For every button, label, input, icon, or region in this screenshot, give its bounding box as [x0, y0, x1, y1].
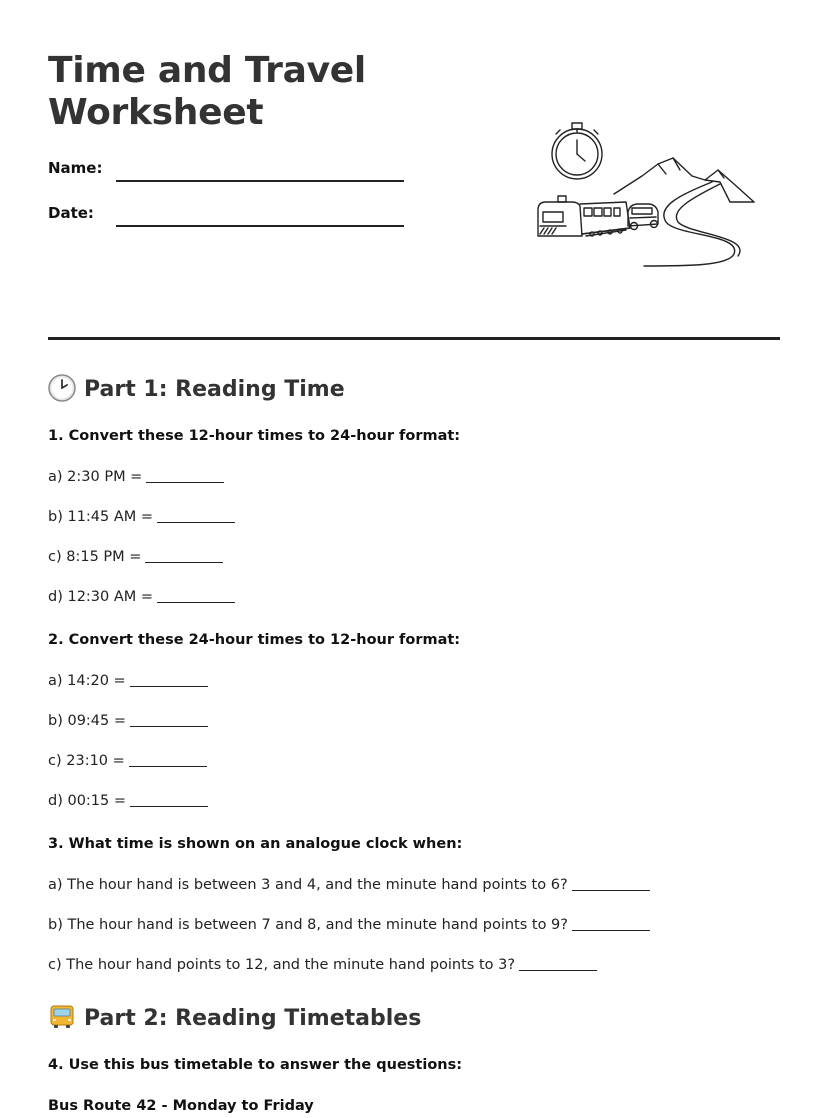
question-2d-text: d) 00:15 = [48, 793, 127, 809]
question-1d-text: d) 12:30 AM = [48, 589, 154, 605]
question-3c [48, 957, 597, 973]
question-1-prompt: 1. Convert these 12-hour times to 24-hour format: [48, 428, 461, 444]
question-2c [48, 753, 207, 769]
page-title [48, 50, 408, 134]
question-1b-text: b) 11:45 AM = [48, 509, 154, 525]
train-icon [538, 196, 630, 236]
question-3b [48, 917, 650, 933]
answer-blank-2d[interactable] [130, 806, 208, 807]
name-label: Name: [48, 159, 103, 177]
answer-blank-1b[interactable] [157, 522, 235, 523]
date-label: Date: [48, 204, 94, 222]
question-2b-text: b) 09:45 = [48, 713, 127, 729]
stopwatch-icon [552, 123, 602, 179]
part1-heading [48, 374, 345, 402]
question-1c [48, 549, 223, 565]
car-icon [628, 204, 658, 230]
name-field[interactable] [116, 180, 404, 182]
question-2a [48, 673, 208, 689]
question-4-prompt: 4. Use this bus timetable to answer the questions: [48, 1057, 463, 1073]
answer-blank-2c[interactable] [129, 766, 207, 767]
answer-blank-1d[interactable] [157, 602, 235, 603]
question-3a-text: a) The hour hand is between 3 and 4, and the minute hand points to 6? [48, 877, 568, 893]
answer-blank-3b[interactable] [572, 930, 650, 931]
question-2d [48, 793, 208, 809]
question-3-prompt: 3. What time is shown on an analogue clock when: [48, 836, 463, 852]
answer-blank-3c[interactable] [519, 970, 597, 971]
bus-icon [48, 1003, 76, 1031]
section-divider [48, 337, 780, 340]
question-3b-text: b) The hour hand is between 7 and 8, and the minute hand points to 9? [48, 917, 568, 933]
title-line-2: Worksheet [48, 92, 264, 133]
answer-blank-2a[interactable] [130, 686, 208, 687]
date-field[interactable] [116, 225, 404, 227]
timetable-title: Bus Route 42 - Monday to Friday [48, 1098, 314, 1114]
part1-heading-text: Part 1: Reading Time [84, 377, 345, 402]
question-3c-text: c) The hour hand points to 12, and the minute hand points to 3? [48, 957, 516, 973]
question-1d [48, 589, 235, 605]
part2-heading [48, 1003, 421, 1031]
question-2a-text: a) 14:20 = [48, 673, 126, 689]
question-2c-text: c) 23:10 = [48, 753, 125, 769]
question-1c-text: c) 8:15 PM = [48, 549, 142, 565]
question-2-prompt: 2. Convert these 24-hour times to 12-hour format: [48, 632, 461, 648]
travel-illustration [530, 118, 766, 274]
answer-blank-3a[interactable] [572, 890, 650, 891]
question-1a [48, 469, 224, 485]
question-1b [48, 509, 235, 525]
question-1a-text: a) 2:30 PM = [48, 469, 143, 485]
question-2b [48, 713, 208, 729]
clock-icon [48, 374, 76, 402]
answer-blank-1a[interactable] [146, 482, 224, 483]
question-3a [48, 877, 650, 893]
mountains-icon [614, 158, 754, 202]
part2-heading-text: Part 2: Reading Timetables [84, 1006, 422, 1031]
answer-blank-2b[interactable] [130, 726, 208, 727]
answer-blank-1c[interactable] [145, 562, 223, 563]
title-line-1: Time and Travel [48, 50, 366, 91]
